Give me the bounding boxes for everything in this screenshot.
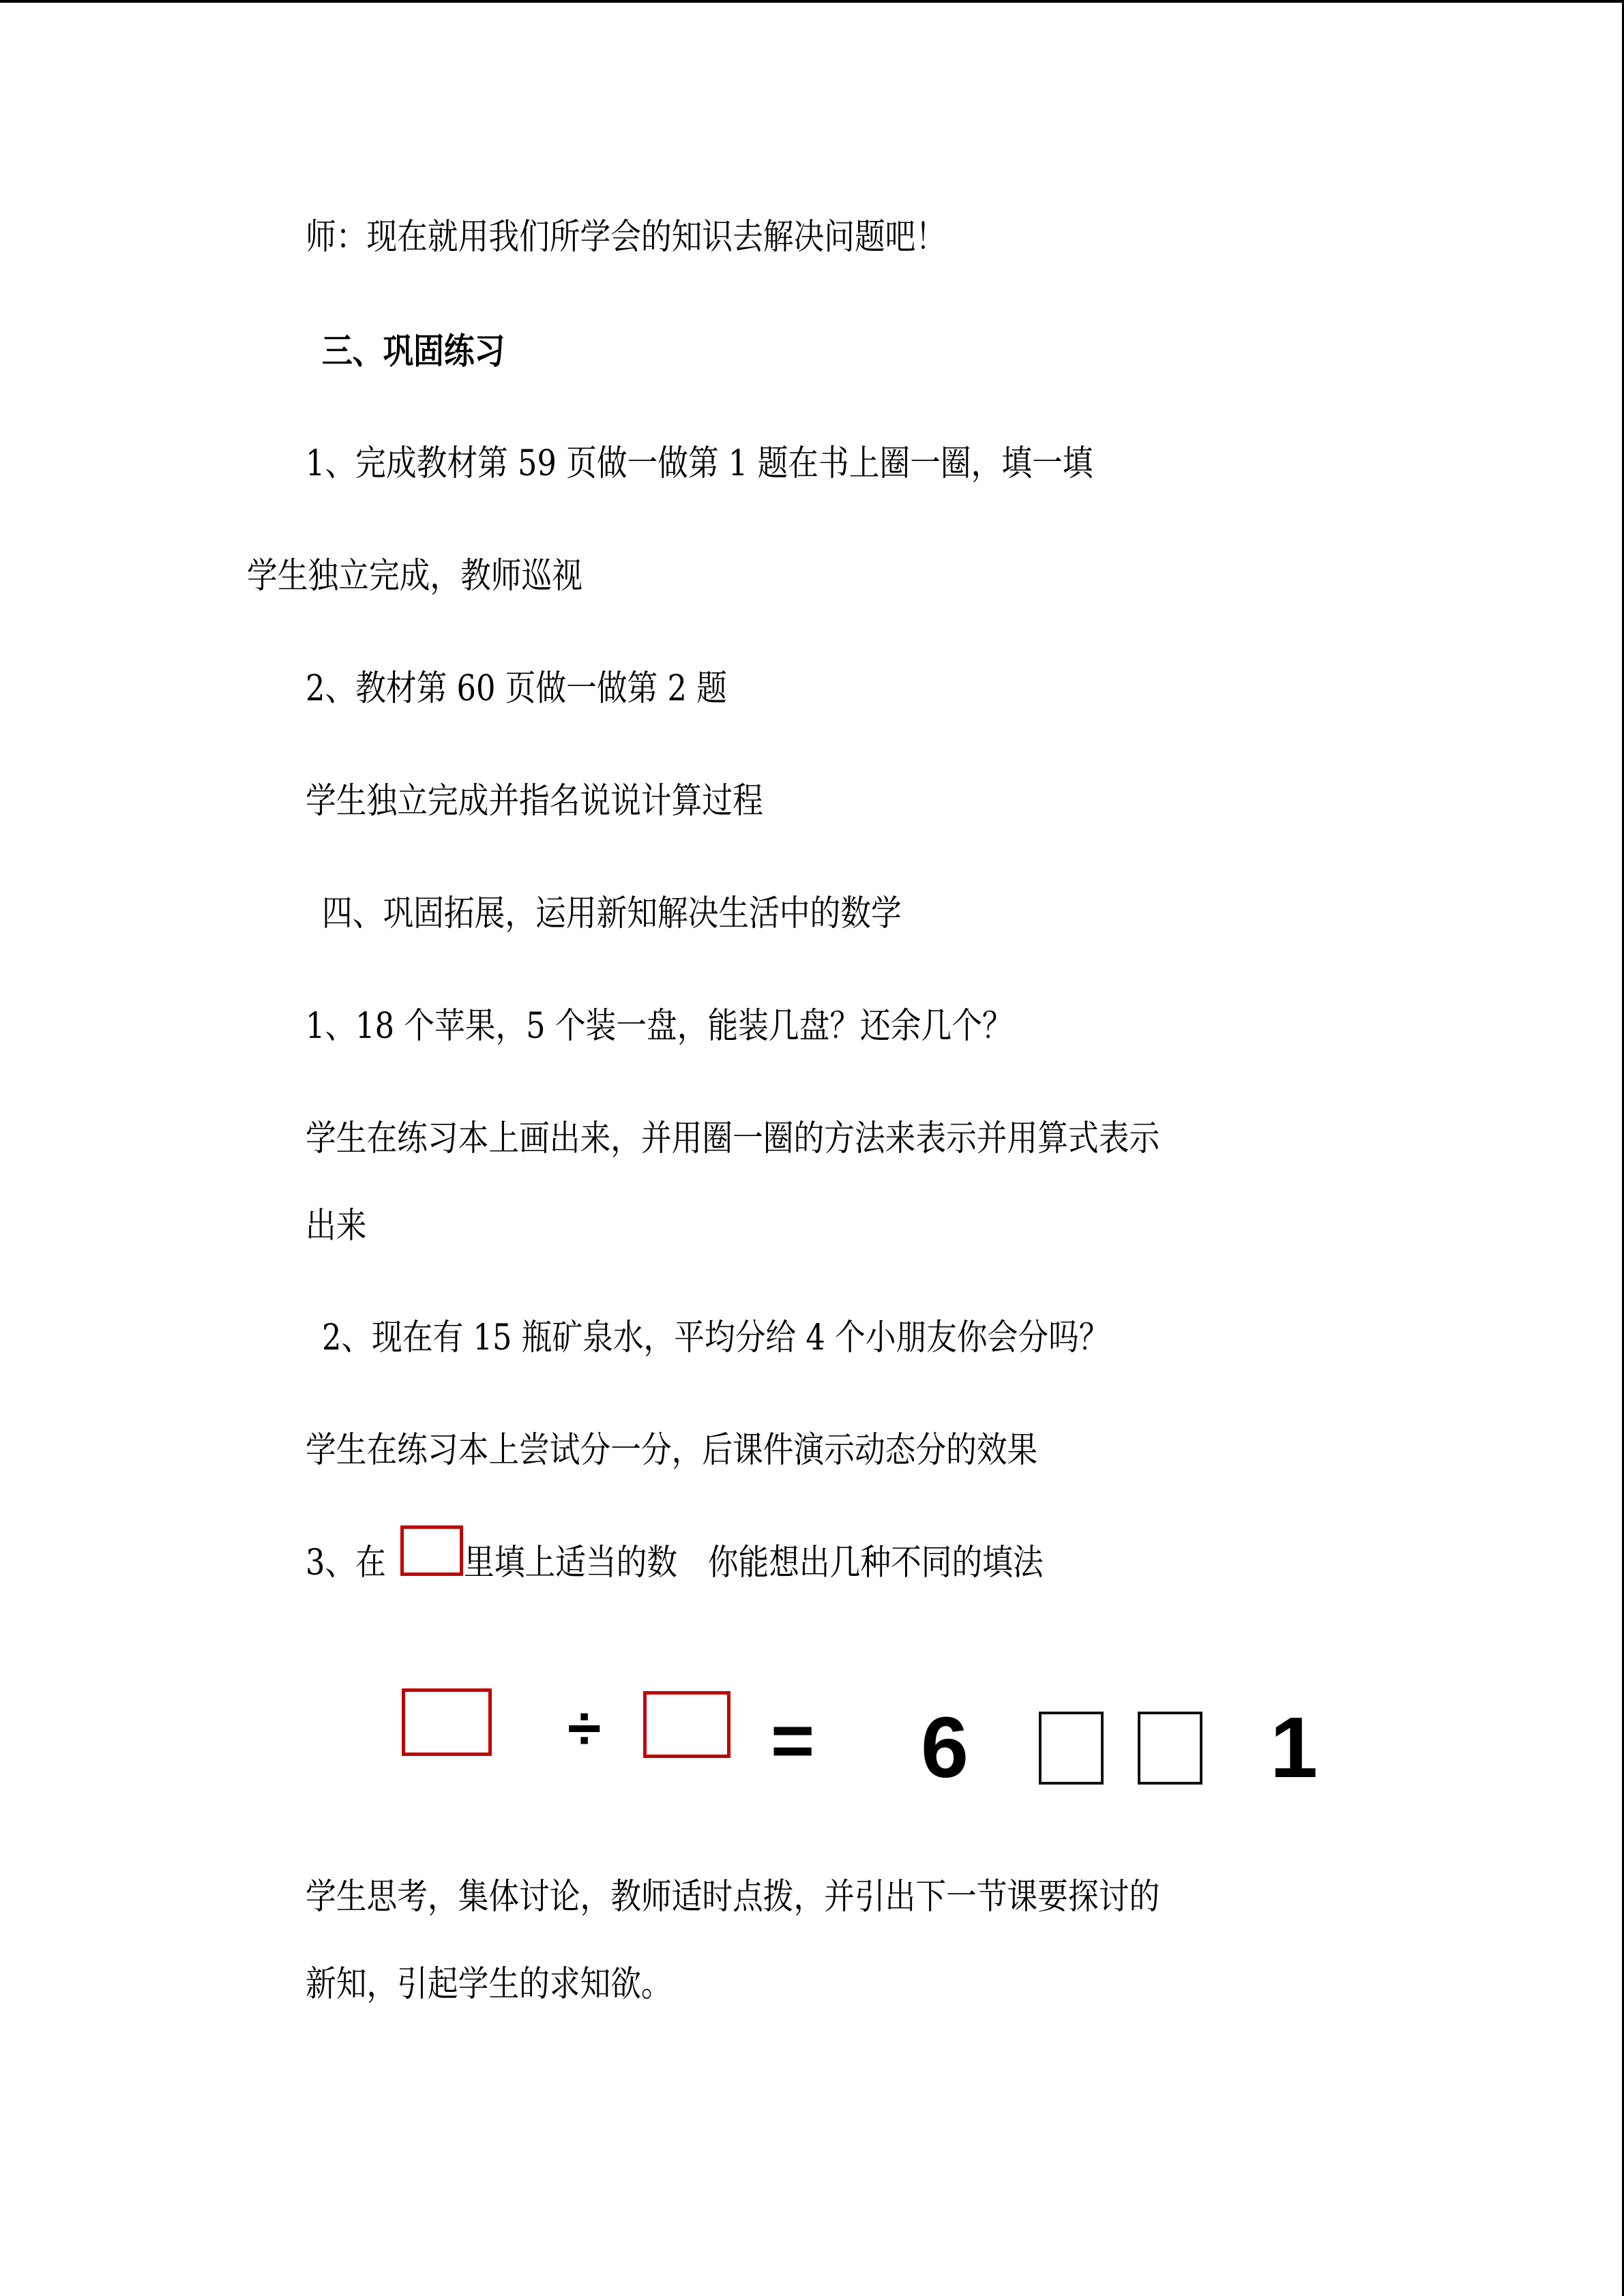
inline-blank-box (400, 1525, 463, 1576)
quotient-digit: 6 (921, 1699, 969, 1795)
divisor-blank-box (643, 1691, 730, 1758)
problem-3-prefix: 3、在 (306, 1542, 386, 1583)
section-heading-3: 三、巩固练习 (322, 331, 505, 372)
exercise-1-note: 学生独立完成，教师巡视 (247, 556, 582, 597)
problem-2: 2、现在有 15 瓶矿泉水，平均分给 4 个小朋友你会分吗？ (322, 1317, 1110, 1358)
problem-3-text: 里填上适当的数 你能想出几种不同的填法 (464, 1542, 1044, 1583)
equals-sign: = (771, 1699, 815, 1783)
closing-note-line2: 新知，引起学生的求知欲。 (306, 1964, 672, 2005)
problem-1-note-line1: 学生在练习本上画出来，并用圈一圈的方法来表示并用算式表示 (306, 1118, 1160, 1159)
remainder-digit: 1 (1270, 1699, 1318, 1795)
problem-1-note-line2: 出来 (306, 1206, 367, 1247)
section-heading-4: 四、巩固拓展，运用新知解决生活中的数学 (322, 893, 902, 934)
problem-1: 1、18 个苹果，5 个装一盘，能装几盘？还余几个？ (306, 1006, 1013, 1047)
divide-sign: ÷ (567, 1695, 602, 1763)
exercise-1: 1、完成教材第 59 页做一做第 1 题在书上圈一圈，填一填 (306, 443, 1093, 484)
dividend-blank-box (402, 1688, 492, 1756)
remainder-symbol-box-2 (1138, 1712, 1202, 1785)
problem-2-note: 学生在练习本上尝试分一分，后课件演示动态分的效果 (306, 1430, 1038, 1471)
page-top-border (0, 0, 1624, 3)
teacher-prompt: 师：现在就用我们所学会的知识去解决问题吧！ (306, 217, 947, 258)
exercise-2-note: 学生独立完成并指名说说计算过程 (306, 781, 763, 822)
remainder-symbol-box-1 (1039, 1712, 1104, 1785)
exercise-2: 2、教材第 60 页做一做第 2 题 (306, 668, 727, 709)
closing-note-line1: 学生思考，集体讨论，教师适时点拨，并引出下一节课要探讨的 (306, 1877, 1160, 1918)
